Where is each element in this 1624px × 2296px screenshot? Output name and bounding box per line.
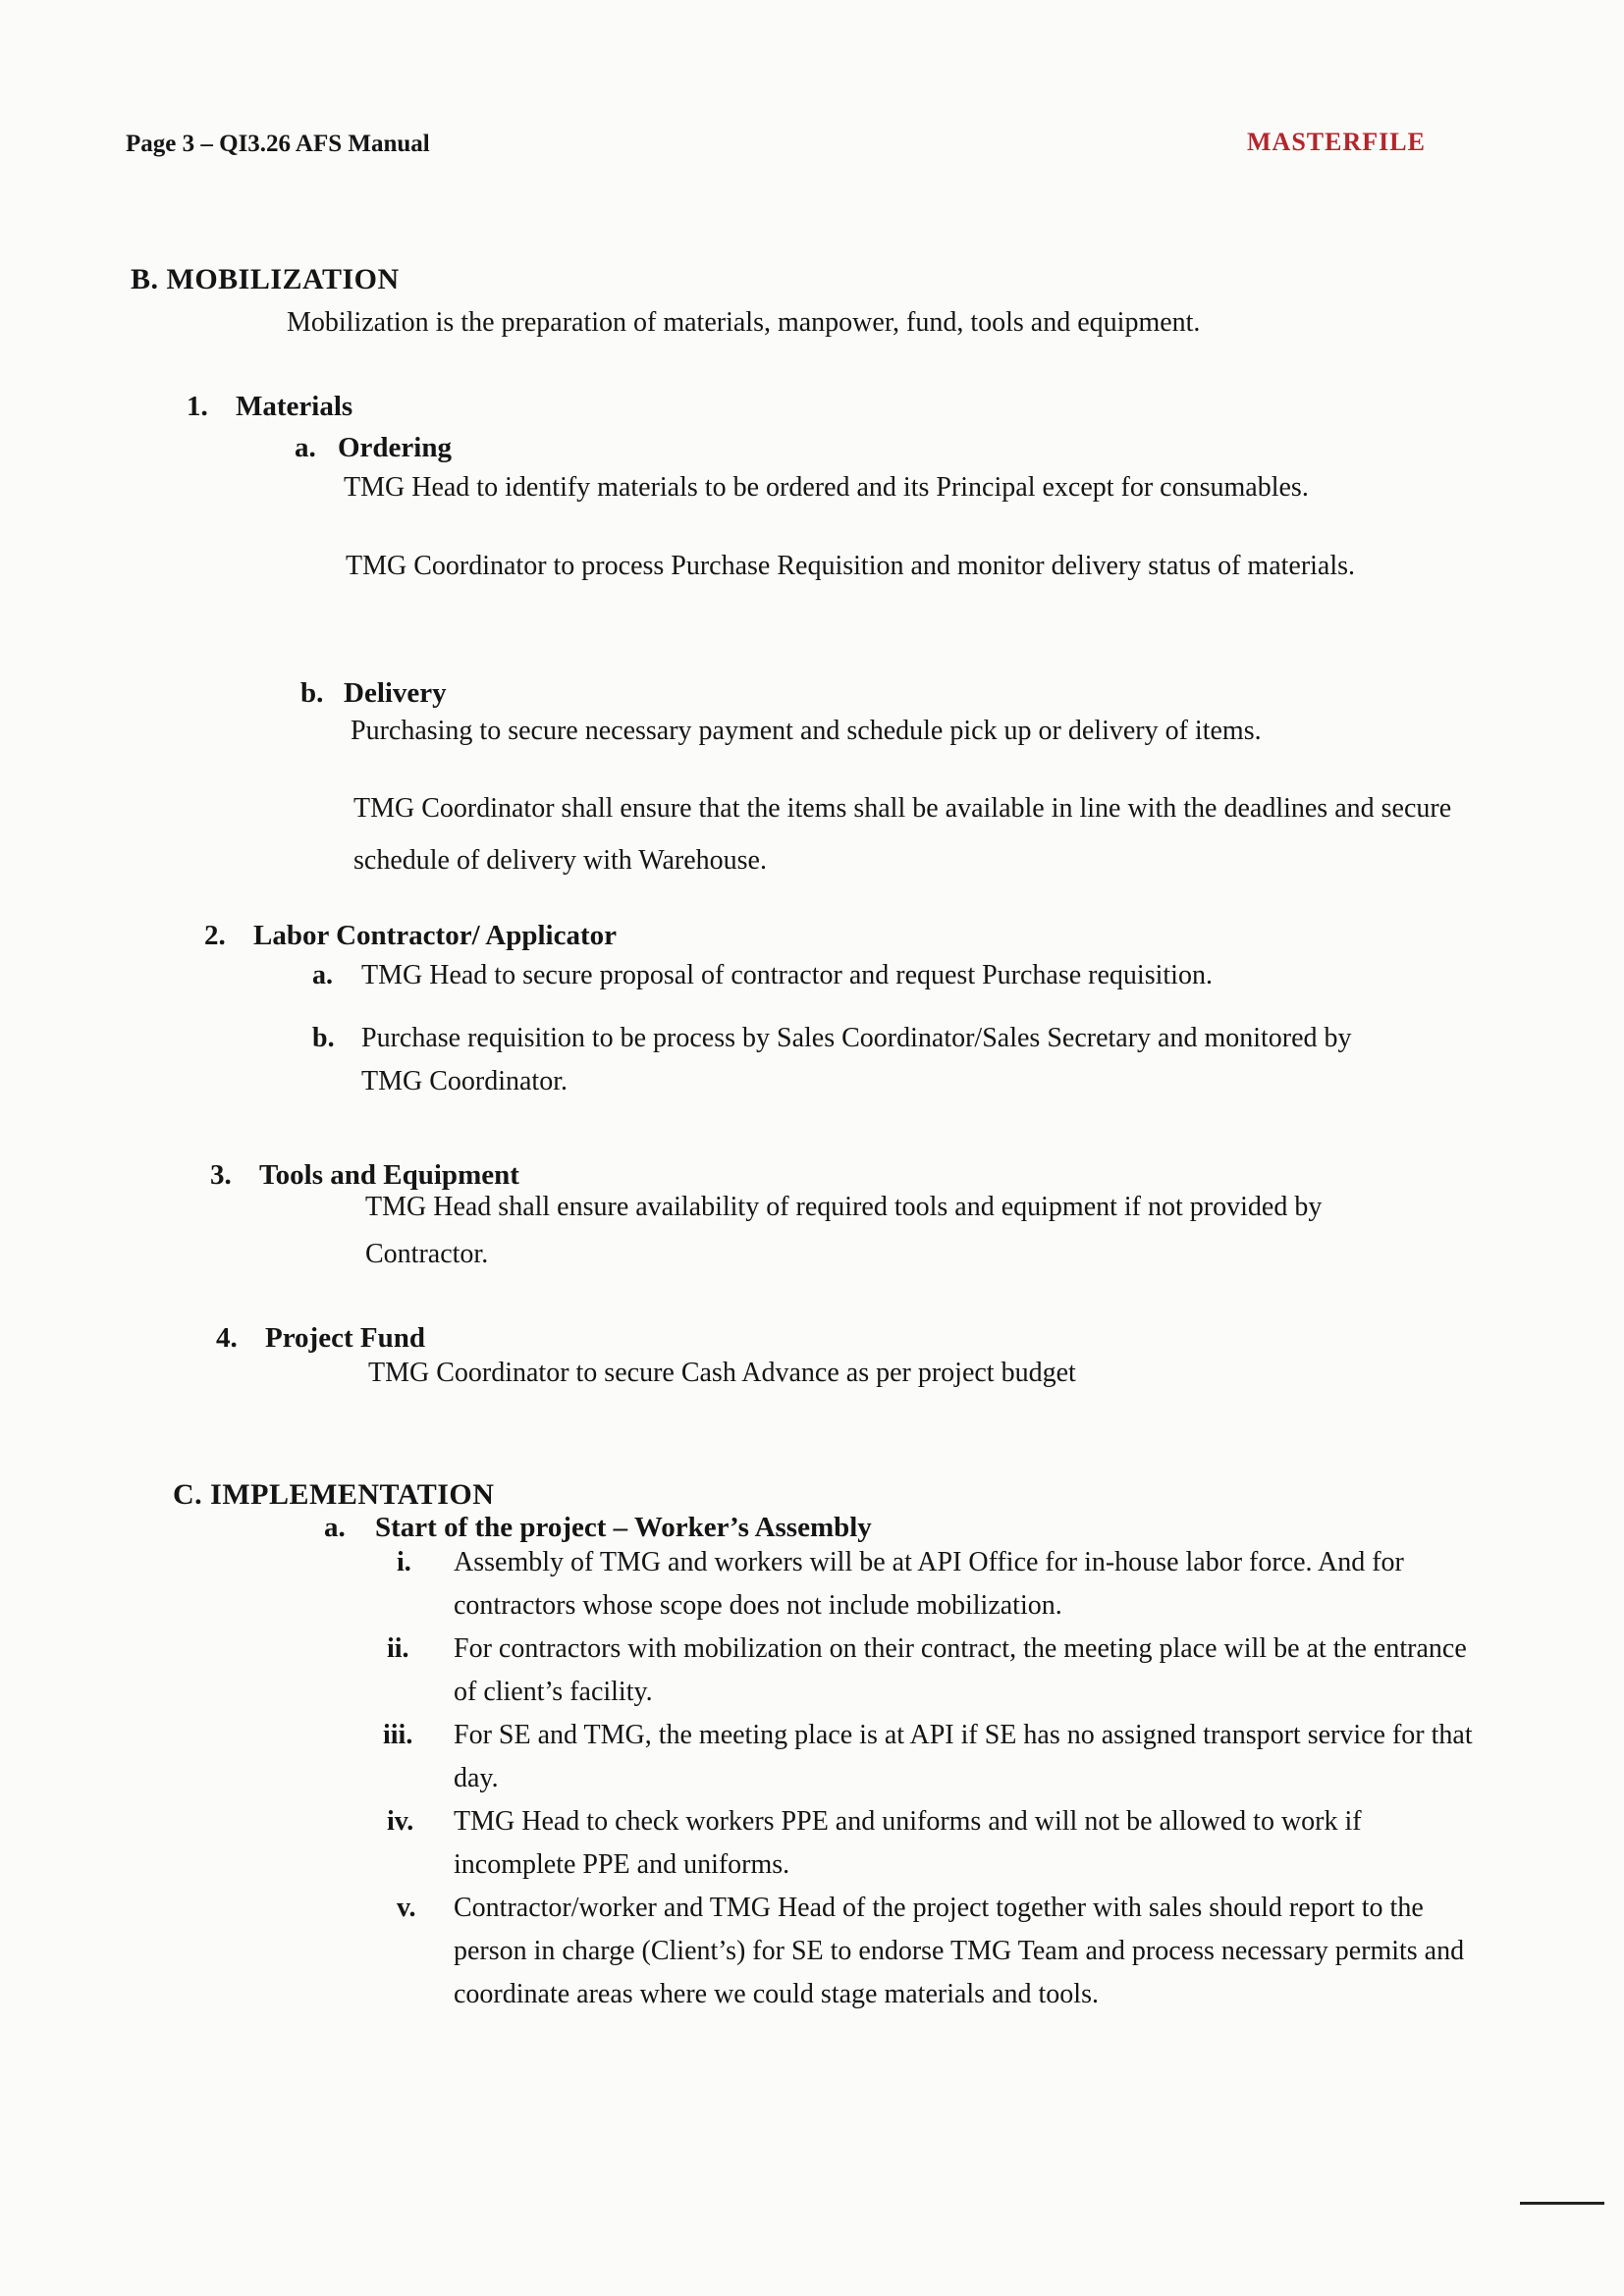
- subheading-label: a.: [324, 1512, 346, 1543]
- item-label: a.: [312, 960, 333, 990]
- item-text: TMG Head to check workers PPE and uniforms and will not be allowed to work if incomplete PPE and uniforms.: [454, 1806, 1362, 1880]
- item-label: ii.: [387, 1633, 409, 1664]
- item-text: Assembly of TMG and workers will be at API Office for in-house labor force. And for contractors whose scope does not include mobilization.: [454, 1547, 1404, 1621]
- subheading-text: Delivery: [344, 677, 447, 709]
- subheading-text: Ordering: [338, 432, 452, 463]
- heading-number: 2.: [204, 920, 226, 951]
- list-item: [383, 1800, 1473, 1887]
- subheading-workers-assembly: [324, 1512, 872, 1544]
- mobilization-intro: Mobilization is the preparation of materials, manpower, fund, tools and equipment.: [287, 307, 1201, 338]
- subheading-ordering: [295, 432, 452, 464]
- item-label: b.: [312, 1023, 335, 1053]
- ordering-paragraph-1: TMG Head to identify materials to be ordered and its Principal except for consumables.: [344, 472, 1309, 503]
- heading-text: Materials: [236, 391, 353, 422]
- heading-labor-contractor: [204, 920, 617, 952]
- subheading-text: Start of the project – Worker’s Assembly: [375, 1512, 872, 1543]
- list-item: [383, 1628, 1473, 1714]
- assembly-list: [383, 1541, 1473, 2016]
- page-header-right: MASTERFILE: [1247, 128, 1426, 156]
- tools-paragraph: TMG Head shall ensure availability of required tools and equipment if not provided by Contractor.: [365, 1192, 1323, 1269]
- fund-paragraph: TMG Coordinator to secure Cash Advance as per project budget: [368, 1358, 1076, 1388]
- heading-text: Tools and Equipment: [259, 1159, 519, 1191]
- heading-number: 1.: [187, 391, 208, 422]
- list-item: [383, 1714, 1473, 1800]
- item-label: i.: [397, 1547, 411, 1577]
- delivery-paragraph-2: TMG Coordinator shall ensure that the items shall be available in line with the deadlines and secure schedule of delivery with Warehouse.: [353, 793, 1452, 876]
- heading-text: Labor Contractor/ Applicator: [253, 920, 617, 951]
- item-text: For contractors with mobilization on their contract, the meeting place will be at the entrance of client’s facility.: [454, 1633, 1467, 1707]
- item-text: Purchase requisition to be process by Sales Coordinator/Sales Secretary and monitored by TMG Coordinator.: [361, 1023, 1352, 1096]
- labor-item-a: [312, 954, 1392, 997]
- ordering-paragraph-2: TMG Coordinator to process Purchase Requisition and monitor delivery status of materials.: [346, 551, 1356, 581]
- item-label: iv.: [387, 1806, 414, 1837]
- section-title-implementation: C. IMPLEMENTATION: [173, 1478, 495, 1511]
- item-text: For SE and TMG, the meeting place is at API if SE has no assigned transport service for that day.: [454, 1720, 1473, 1793]
- margin-mark: [1520, 2202, 1604, 2205]
- list-item: [383, 1887, 1473, 2016]
- delivery-paragraph-1: Purchasing to secure necessary payment and schedule pick up or delivery of items.: [351, 716, 1262, 746]
- heading-materials: [187, 391, 352, 423]
- labor-item-b: [312, 1017, 1412, 1103]
- heading-number: 4.: [216, 1322, 238, 1354]
- heading-number: 3.: [210, 1159, 232, 1191]
- subheading-label: b.: [300, 677, 324, 709]
- list-item: [383, 1541, 1473, 1628]
- item-label: iii.: [383, 1720, 413, 1750]
- item-text: TMG Head to secure proposal of contractor and request Purchase requisition.: [361, 960, 1213, 990]
- page-header-left: Page 3 – QI3.26 AFS Manual: [126, 131, 430, 157]
- heading-text: Project Fund: [265, 1322, 425, 1354]
- item-label: v.: [397, 1893, 416, 1923]
- subheading-label: a.: [295, 432, 316, 463]
- section-title-mobilization: B. MOBILIZATION: [131, 263, 400, 295]
- item-text: Contractor/worker and TMG Head of the project together with sales should report to the person in charge (Client’s) for SE to endorse TMG Team and process necessary permits and coordinate areas where we could stage materials and tools.: [454, 1893, 1465, 2009]
